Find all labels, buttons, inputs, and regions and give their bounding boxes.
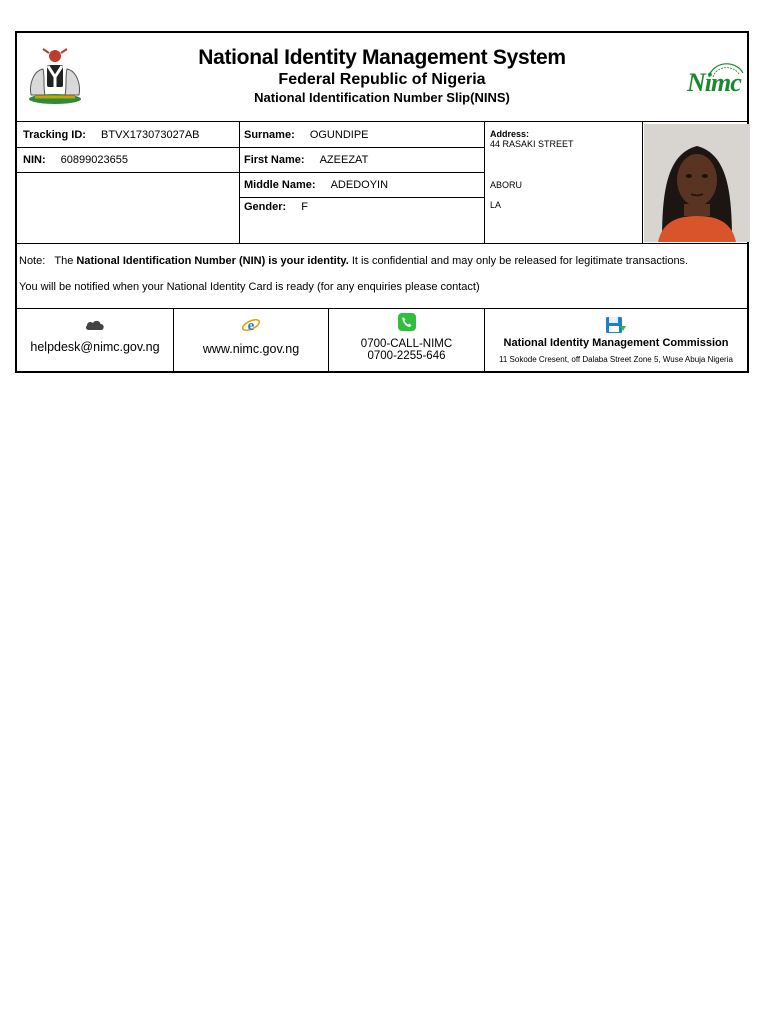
address-label: Address: xyxy=(490,129,530,139)
nin-row xyxy=(23,154,128,166)
divider xyxy=(239,197,484,198)
divider xyxy=(17,172,484,173)
note-line-2: You will be notified when your National Identity Card is ready (for any enquiries please contact) xyxy=(19,281,480,293)
divider xyxy=(642,122,643,243)
slip-title: National Identification Number Slip(NINS) xyxy=(254,90,510,105)
divider xyxy=(239,122,240,243)
system-title: National Identity Management System xyxy=(198,46,566,69)
middle-name-value: ADEDOYIN xyxy=(330,179,389,191)
commission-name: National Identity Management Commission xyxy=(503,337,729,349)
commission-cell xyxy=(485,310,747,373)
divider xyxy=(17,147,484,148)
note-rest: It is confidential and may only be released for legitimate transactions. xyxy=(351,255,689,267)
tracking-id-row xyxy=(23,129,200,141)
surname-row xyxy=(244,129,369,141)
phone-icon xyxy=(397,312,417,332)
note-line-1 xyxy=(19,255,688,267)
country-title: Federal Republic of Nigeria xyxy=(278,71,486,88)
nimc-logo xyxy=(687,61,747,97)
surname-label: Surname: xyxy=(244,129,295,141)
nin-value: 60899023655 xyxy=(60,154,128,166)
portrait-image xyxy=(644,124,750,242)
note-prefix: Note: xyxy=(19,255,46,267)
first-name-label: First Name: xyxy=(244,154,305,166)
note-bold: National Identification Number (NIN) is your identity. xyxy=(76,255,349,267)
save-disk-icon xyxy=(605,316,627,334)
gender-row xyxy=(244,201,308,213)
phone-number-2[interactable]: 0700-2255-646 xyxy=(367,350,446,362)
commission-address: 11 Sokode Cresent, off Dalaba Street Zone 5, Wuse Abuja Nigeria xyxy=(499,355,733,364)
holder-photo xyxy=(644,124,750,242)
coat-of-arms-icon xyxy=(21,47,89,105)
divider xyxy=(17,308,747,309)
phone-number-1[interactable]: 0700-CALL-NIMC xyxy=(360,338,453,350)
first-name-value: AZEEZAT xyxy=(319,154,369,166)
phone-cell xyxy=(329,310,484,373)
gender-label: Gender: xyxy=(244,201,287,213)
internet-explorer-icon xyxy=(241,316,261,334)
email-cell xyxy=(17,310,173,373)
divider xyxy=(484,122,485,243)
website-cell xyxy=(174,310,328,373)
nimc-logo-text: Nimc xyxy=(687,68,741,97)
website-link[interactable]: www.nimc.gov.ng xyxy=(202,342,300,356)
address-line-1: 44 RASAKI STREET xyxy=(490,139,574,149)
gender-value: F xyxy=(301,201,308,213)
divider xyxy=(17,243,747,244)
tracking-id-label: Tracking ID: xyxy=(23,129,86,141)
cloud-icon xyxy=(85,319,105,331)
surname-value: OGUNDIPE xyxy=(309,129,369,141)
note-lead: The xyxy=(54,255,74,267)
tracking-id-value: BTVX173073027AB xyxy=(101,129,200,141)
address-line-2: ABORU xyxy=(490,180,523,190)
svg-text:e: e xyxy=(247,318,255,334)
email-link[interactable]: helpdesk@nimc.gov.ng xyxy=(30,340,160,354)
address-line-3: LA xyxy=(490,200,502,210)
middle-name-label: Middle Name: xyxy=(244,179,316,191)
slip-header xyxy=(17,33,747,122)
nin-slip xyxy=(15,31,749,373)
nin-label: NIN: xyxy=(23,154,46,166)
first-name-row xyxy=(244,154,368,166)
middle-name-row xyxy=(244,179,388,191)
